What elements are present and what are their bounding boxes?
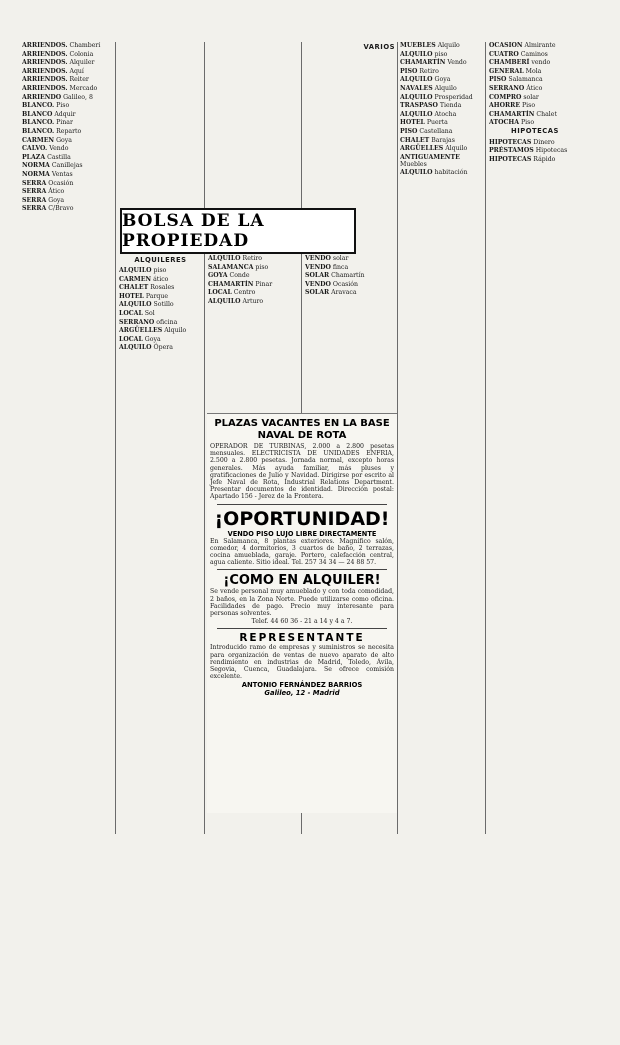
ad-lead-word: LOCAL — [119, 310, 143, 318]
classified-ad — [22, 42, 112, 49]
classified-ad — [400, 154, 482, 168]
ad-text: Ocasión — [332, 280, 358, 288]
classified-ad — [400, 94, 482, 101]
classified-ad — [208, 264, 298, 271]
ad-lead-word: SALAMANCA — [208, 263, 254, 271]
ad-lead-word: TRASPASO — [400, 102, 438, 110]
classified-ad — [119, 310, 202, 317]
classified-ad — [22, 162, 112, 169]
ad-lead-word: CHALET — [400, 136, 430, 144]
alquiler-title: ¡COMO EN ALQUILER! — [223, 573, 381, 589]
top-column-2 — [119, 42, 202, 207]
ad-text: Reiter — [69, 76, 89, 84]
ad-lead-word: PRÉSTAMOS — [489, 147, 534, 155]
ad-text: Salamanca — [508, 76, 543, 84]
alquiler-body: Se vende personal muy amueblado y con toda comodidad, 2 baños, en la Zona Norte. Puede utilizarse como oficina. Facilidades de pago. Precio muy interesante para personas solventes. — [210, 588, 394, 618]
ad-text: Goya — [48, 196, 65, 204]
column-2 — [119, 255, 202, 1045]
ad-lead-word: SERRA — [22, 196, 47, 204]
classified-ad — [119, 344, 202, 351]
ad-text: Castilla — [47, 153, 71, 161]
ad-lead-word: ARGÜELLES — [400, 145, 444, 153]
classified-ad — [22, 145, 112, 152]
classified-ad — [119, 319, 202, 326]
ad-lead-word: BLANCO — [22, 110, 53, 118]
ad-text: vendo — [531, 59, 551, 67]
ad-text: Chalet — [536, 110, 557, 118]
classified-ad — [22, 68, 112, 75]
ad-lead-word: ALQUILO — [119, 301, 152, 309]
divider — [217, 504, 387, 505]
column-5 — [400, 42, 482, 832]
representante-body: Introducido ramo de empresas y suministros se necesita para organización de ventas de nuevo aparato de alto rendimiento en industrias de Madrid, Toledo, Ávila, Segovia, Cuenca, Guadalajara. Se ofrece comisión excelente. — [210, 644, 394, 681]
classified-ad — [400, 145, 482, 152]
ad-lead-word: ALQUILO — [208, 255, 241, 262]
ad-lead-word: SERRA — [22, 188, 47, 196]
ad-text: Almirante — [524, 42, 556, 49]
classified-ad — [22, 205, 112, 212]
ad-text: Chamartín — [331, 272, 365, 280]
ad-lead-word: ARRIENDOS. — [22, 42, 68, 49]
ad-text: Alquiler — [69, 59, 95, 67]
top-column-3 — [208, 42, 298, 207]
classified-ad — [22, 59, 112, 66]
top-column-4 — [305, 42, 395, 207]
column-4 — [305, 255, 395, 410]
ad-lead-word: BLANCO. — [22, 102, 55, 110]
classified-ad — [22, 111, 112, 118]
ad-lead-word: SERRANO — [489, 84, 525, 92]
ad-lead-word: SOLAR — [305, 289, 330, 297]
classified-ad — [208, 272, 298, 279]
ad-lead-word: ALQUILO — [400, 76, 433, 84]
bolsa-title: BOLSA DE LA PROPIEDAD — [122, 211, 265, 251]
ad-text: C/Bravo — [48, 205, 74, 213]
classified-ad — [400, 111, 482, 118]
ad-text: Aravaca — [331, 289, 357, 297]
ad-text: Vendo — [49, 145, 69, 153]
classified-ad — [305, 272, 395, 279]
ad-lead-word: COMPRO — [489, 93, 522, 101]
classified-ad — [22, 128, 112, 135]
ad-lead-word: BLANCO. — [22, 119, 55, 127]
classified-ad — [489, 76, 581, 83]
ad-text: Pinar — [56, 119, 73, 127]
ad-lead-word: ATOCHA — [489, 119, 520, 127]
classified-ad — [22, 102, 112, 109]
classified-ad — [119, 276, 202, 283]
section-header-hipotecas: HIPOTECAS — [511, 127, 559, 136]
ad-lead-word: PISO — [400, 127, 418, 135]
ad-text: Parque — [145, 292, 169, 300]
ad-lead-word: LOCAL — [208, 289, 232, 297]
ad-lead-word: CHAMARTÍN — [208, 280, 254, 288]
ad-text: Canillejas — [51, 162, 83, 170]
ad-text: Arturo — [242, 297, 264, 305]
classified-ad — [400, 68, 482, 75]
ad-text: Conde — [229, 272, 250, 280]
classified-ad — [400, 119, 482, 126]
classified-ad — [119, 284, 202, 291]
classified-ad — [22, 188, 112, 195]
ad-lead-word: ARGÜELLES — [119, 327, 163, 335]
ad-text: piso — [434, 50, 448, 58]
ad-lead-word: MUEBLES — [400, 42, 436, 49]
ad-lead-word: CUATRO — [489, 50, 519, 58]
ad-lead-word: ALQUILO — [119, 344, 152, 352]
classified-ad — [208, 255, 298, 262]
ad-text: Colonia — [69, 50, 94, 58]
column-3 — [208, 255, 298, 410]
ad-lead-word: NORMA — [22, 170, 50, 178]
ad-lead-word: PISO — [400, 67, 418, 75]
plazas-body: OPERADOR DE TURBINAS, 2.000 a 2.800 pesetas mensuales. ELECTRICISTA DE UNIDADES ENFRIA, 2.500 a 2.800 pesetas. Jornada normal, excepto horas generales. Más ayuda familiar, más pluses y gratificaciones de Julio y Navidad. Dirigirse por escrito al Jefe Naval de Rota, Industrial Relations Department. Presentar documentos de identidad. Dirección postal: Apartado 156 - Jerez de la Frontera. — [210, 443, 394, 501]
ad-text: Piso — [522, 102, 536, 110]
classified-ad — [22, 76, 112, 83]
ad-lead-word: HIPOTECAS — [489, 155, 532, 163]
classified-ad — [305, 264, 395, 271]
classified-ad — [305, 255, 395, 262]
classified-ad — [489, 102, 581, 109]
section-header-varios: VARIOS — [363, 43, 395, 51]
ad-text: Puerta — [426, 119, 448, 127]
ad-text: ático — [153, 275, 169, 283]
ad-lead-word: ARRIENDOS. — [22, 76, 68, 84]
classified-ad — [208, 298, 298, 305]
ad-text: finca — [332, 263, 349, 271]
ad-text: Piso — [56, 102, 70, 110]
ad-lead-word: CARMEN — [119, 275, 152, 283]
ad-lead-word: NORMA — [22, 162, 50, 170]
classified-ad — [22, 171, 112, 178]
ad-text: piso — [255, 263, 269, 271]
ad-text: Galileo, 8 — [63, 93, 93, 101]
oportunidad-body: En Salamanca, 8 plantas exteriores. Magnífico salón, comedor, 4 dormitorios, 3 cuartos de baño, 2 terrazas, cocina amueblada, garaje. Portero, calefacción central, agua caliente. Sitio ideal. Tel. 257 34 34 — 24 88 57. — [210, 537, 394, 567]
classified-ad — [119, 301, 202, 308]
classified-ad — [22, 85, 112, 92]
classified-ad — [489, 147, 581, 154]
bolsa-banner — [120, 208, 356, 254]
ad-text: Dinero — [533, 138, 555, 146]
ad-text: Vendo — [447, 59, 467, 67]
classified-ad — [119, 336, 202, 343]
classified-ad — [400, 76, 482, 83]
ad-text: Alquilo — [437, 42, 460, 49]
ad-lead-word: ANTIGUAMENTE — [400, 153, 460, 161]
ad-text: Retiro — [419, 67, 439, 75]
classified-ad — [489, 111, 581, 118]
ad-text: Ventas — [51, 170, 73, 178]
classified-ad — [489, 119, 581, 126]
classified-ad — [305, 289, 395, 296]
ad-lead-word: CHAMARTÍN — [400, 59, 446, 67]
ad-text: Hipotecas — [535, 147, 568, 155]
ad-lead-word: OCASIÓN — [489, 42, 523, 49]
column-rule — [485, 42, 486, 834]
classified-ad — [119, 327, 202, 334]
ad-text: Barajas — [431, 136, 455, 144]
ad-text: solar — [332, 255, 349, 262]
classified-ad — [489, 68, 581, 75]
classified-ad — [400, 102, 482, 109]
ad-text: piso — [153, 267, 167, 275]
ad-text: Pinar — [255, 280, 273, 288]
ad-text: Retiro — [242, 255, 263, 262]
ad-text: Castellana — [419, 127, 453, 135]
ad-lead-word: VENDO — [305, 280, 331, 288]
ad-text: Mercado — [69, 84, 98, 92]
ad-text: Reparto — [56, 127, 82, 135]
classified-ad — [489, 139, 581, 146]
classified-ad — [22, 94, 112, 101]
ad-lead-word: CHAMBERÍ — [489, 59, 530, 67]
ad-lead-word: PLAZA — [22, 153, 46, 161]
classified-ad — [400, 42, 482, 49]
ad-lead-word: CALVO. — [22, 145, 48, 153]
ad-text: Goya — [56, 136, 72, 144]
ad-text: Alquilo — [434, 84, 457, 92]
column-rule — [397, 42, 398, 834]
ad-text: Piso — [521, 119, 535, 127]
ad-text: Rosales — [150, 284, 175, 292]
classified-ad — [489, 85, 581, 92]
ad-text: Alquilo — [445, 145, 468, 153]
ad-text: Adquir — [54, 110, 76, 118]
ad-text: oficina — [156, 318, 178, 326]
classified-ad — [119, 293, 202, 300]
classified-ad — [400, 137, 482, 144]
ad-text: Goya — [144, 335, 161, 343]
classified-ad — [22, 137, 112, 144]
classified-ad — [489, 51, 581, 58]
ad-lead-word: ARRIENDOS. — [22, 67, 68, 75]
ad-lead-word: CHAMARTÍN — [489, 110, 535, 118]
ad-lead-word: ARRIENDO — [22, 93, 62, 101]
classified-ad — [208, 289, 298, 296]
ad-lead-word: SERRA — [22, 205, 47, 213]
column-rule — [115, 42, 116, 834]
ad-text: Goya — [434, 76, 451, 84]
ad-text: Tienda — [439, 102, 462, 110]
oportunidad-title: ¡OPORTUNIDAD! — [214, 507, 390, 530]
divider — [217, 569, 387, 570]
ad-lead-word: HOTEL — [400, 119, 425, 127]
ad-text: Ático — [526, 84, 543, 92]
display-ads-box — [207, 413, 397, 813]
column-6 — [489, 42, 581, 832]
ad-text: Alquilo — [164, 327, 187, 335]
ad-lead-word: SERRA — [22, 179, 47, 187]
classified-ad — [489, 42, 581, 49]
ad-lead-word: BLANCO. — [22, 127, 55, 135]
classified-ad — [400, 59, 482, 66]
ad-text: Aquí — [69, 67, 84, 75]
ad-lead-word: NAVALES — [400, 84, 433, 92]
ad-lead-word: ALQUILO — [400, 110, 433, 118]
column-1 — [22, 42, 112, 832]
ad-lead-word: ALQUILO — [119, 267, 152, 275]
classified-ad — [208, 281, 298, 288]
ad-lead-word: SERRANO — [119, 318, 155, 326]
ad-text: Chamberí — [69, 42, 101, 49]
section-header-alquileres: ALQUILERES — [134, 256, 187, 264]
classified-ad — [22, 197, 112, 204]
ad-lead-word: ALQUILO — [400, 169, 433, 177]
representante-contact: ANTONIO FERNÁNDEZ BARRIOS — [241, 681, 363, 690]
alquiler-phone: Telef. 44 60 36 - 21 a 14 y 4 a 7. — [251, 618, 353, 626]
column-rule — [204, 42, 205, 834]
ad-text: Sol — [144, 310, 155, 318]
classified-ad — [489, 156, 581, 163]
ad-lead-word: ARRIENDOS. — [22, 50, 68, 58]
ad-text: Caminos — [520, 50, 548, 58]
ad-text: solar — [523, 93, 539, 101]
classified-ad — [119, 267, 202, 274]
ad-lead-word: SOLAR — [305, 272, 330, 280]
classified-ad — [22, 180, 112, 187]
ad-lead-word: ARRIENDOS. — [22, 59, 68, 67]
ad-text: Ático — [48, 188, 65, 196]
ad-lead-word: AHORRE — [489, 102, 521, 110]
ad-lead-word: ALQUILO — [400, 93, 433, 101]
ad-lead-word: ALQUILO — [208, 297, 241, 305]
ad-text: Mola — [525, 67, 542, 75]
ad-lead-word: HIPOTECAS — [489, 138, 532, 146]
ad-text: Atocha — [434, 110, 457, 118]
ad-lead-word: HOTEL — [119, 292, 144, 300]
classified-ad — [22, 51, 112, 58]
classified-ad — [489, 94, 581, 101]
ad-lead-word: GOYA — [208, 272, 228, 280]
representante-address: Galileo, 12 - Madrid — [264, 689, 340, 698]
ad-lead-word: ARRIENDOS. — [22, 84, 68, 92]
ad-text: Ocasión — [48, 179, 74, 187]
classified-ad — [489, 59, 581, 66]
representante-title: REPRESENTANTE — [239, 632, 365, 645]
classified-ad — [400, 85, 482, 92]
classified-ad — [305, 281, 395, 288]
ad-text: Rápido — [533, 155, 556, 163]
classified-ad — [22, 119, 112, 126]
ad-lead-word: GENERAL — [489, 67, 524, 75]
ad-text: Prosperidad — [434, 93, 473, 101]
ad-lead-word: ALQUILO — [400, 50, 433, 58]
oportunidad-subtitle: VENDO PISO LUJO LIBRE DIRECTAMENTE — [227, 529, 377, 538]
ad-text: habitación — [434, 169, 468, 177]
ad-lead-word: VENDO — [305, 263, 331, 271]
ad-lead-word: PISO — [489, 76, 507, 84]
ad-text: Muebles — [400, 160, 427, 168]
ad-lead-word: CHALET — [119, 284, 149, 292]
classified-ad — [400, 169, 482, 176]
ad-lead-word: LOCAL — [119, 335, 143, 343]
classified-ad — [400, 128, 482, 135]
ad-lead-word: VENDO — [305, 255, 331, 262]
ad-text: Centro — [233, 289, 256, 297]
divider — [217, 628, 387, 629]
ad-text: Sotillo — [153, 301, 174, 309]
classified-ad — [22, 154, 112, 161]
plazas-title: PLAZAS VACANTES EN LA BASE NAVAL DE ROTA — [214, 418, 390, 441]
ad-lead-word: CARMEN — [22, 136, 55, 144]
ad-text: Ópera — [153, 344, 173, 352]
classified-ad — [400, 51, 482, 58]
